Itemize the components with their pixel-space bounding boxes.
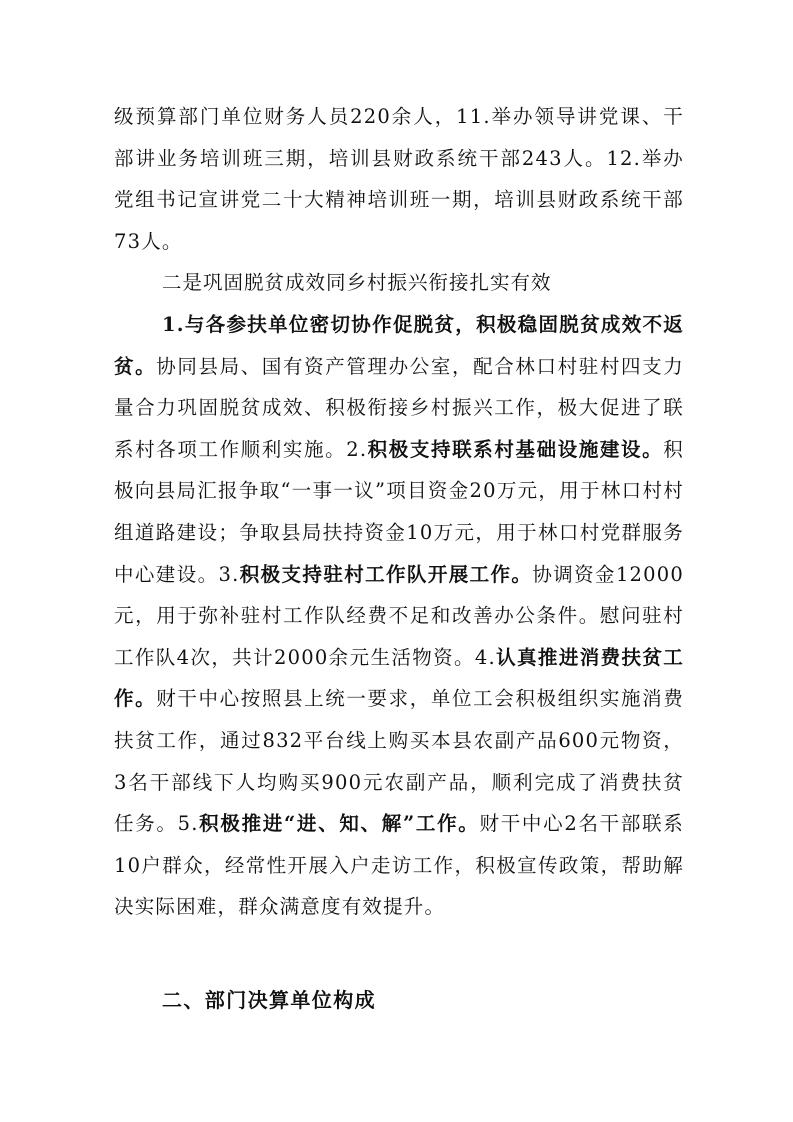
- document-body: [114, 96, 684, 928]
- item2-bold-heading: 积极支持联系村基础设施建设。: [367, 437, 664, 461]
- item3-bold-heading: 积极支持驻村工作队开展工作。: [239, 562, 533, 586]
- main-paragraph: [114, 304, 684, 928]
- subheading-poverty-alleviation: [114, 262, 684, 304]
- item5-bold-heading: 积极推进“进、知、解”工作。: [198, 812, 480, 836]
- item3-text: 协调资金12000元，用于弥补驻村工作队经费不足和改善办公条件。慰问驻村工作队4次，共计2000余元生活物资。4.: [114, 562, 684, 669]
- item1-bold-heading: 1.与各参扶单位密切协作促脱贫，积极稳固脱贫成效不返贫。: [114, 312, 684, 378]
- section-heading: 二、部门决算单位构成: [162, 988, 376, 1012]
- item1-text: 协同县局、国有资产管理办公室，配合林口村驻村四支力量合力巩固脱贫成效、积极衔接乡村振兴工作，极大促进了联系村各项工作顺利实施。2.: [114, 354, 684, 461]
- continuation-paragraph: [114, 96, 684, 262]
- item4-text: 财干中心按照县上统一要求，单位工会积极组织实施消费扶贫工作，通过832平台线上购买本县农副产品600元物资，3名干部线下人均购买900元农副产品，顺利完成了消费扶贫任务。5.: [114, 687, 684, 836]
- item4-bold-heading: 认真推进消费扶贫工作。: [114, 645, 684, 711]
- item5-text: 财干中心2名干部联系10户群众，经常性开展入户走访工作，积极宣传政策，帮助解决实际困难，群众满意度有效提升。: [114, 812, 685, 919]
- item2-text: 积极向县局汇报争取“一事一议”项目资金20万元，用于林口村村组道路建设；争取县局扶持资金10万元，用于林口村党群服务中心建设。3.: [114, 437, 684, 586]
- subheading-text: 二是巩固脱贫成效同乡村振兴衔接扎实有效: [162, 271, 552, 295]
- continuation-text: 级预算部门单位财务人员220余人，11.举办领导讲党课、干部讲业务培训班三期，培训县财政系统干部243人。12.举办党组书记宣讲党二十大精神培训班一期，培训县财政系统干部73人。: [114, 105, 684, 253]
